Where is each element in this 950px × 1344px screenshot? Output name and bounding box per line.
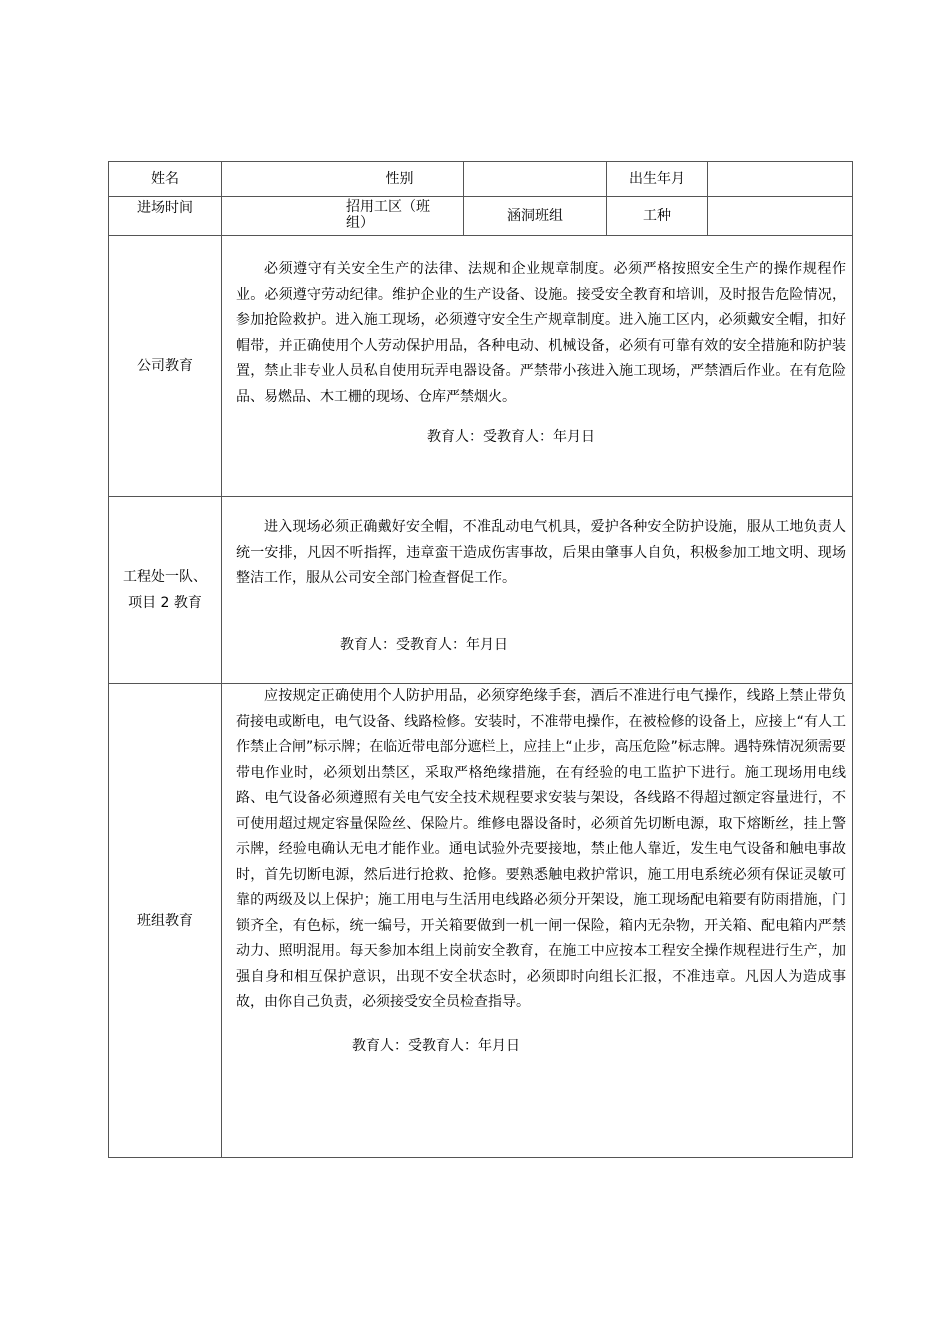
section-content-project [222,497,853,684]
section-signature-project: 教育人：受教育人：年月日 [340,636,508,653]
section-label-project-line1: 工程处一队、 [123,569,207,585]
section-signature-team: 教育人：受教育人：年月日 [352,1037,520,1054]
section-project [109,497,853,684]
work-type-value-cell [708,197,853,236]
birth-label: 出生年月 [607,162,708,197]
header-row-2 [109,197,853,236]
section-label-project-line2: 项目 2 教育 [128,595,202,611]
section-label-project [109,497,222,684]
education-record-table [108,161,853,1158]
section-content-team [222,684,853,1158]
birth-value-cell [708,162,853,197]
recruit-area-value: 涵洞班组 [464,197,607,236]
section-team [109,684,853,1158]
section-content-company [222,236,853,497]
section-label-company: 公司教育 [109,236,222,497]
recruit-area-label-cell [222,197,464,236]
section-text-company: 必须遵守有关安全生产的法律、法规和企业规章制度。必须严格按照安全生产的操作规程作业。必须遵守劳动纪律。维护企业的生产设备、设施。接受安全教育和培训，及时报告危险情况，参加抢险救护。进入施工现场，必须遵守安全生产规章制度。进入施工区内，必须戴安全帽，扣好帽带，并正确使用个人劳动保护用品，各种电动、机械设备，必须有可靠有效的安全措施和防护装置，禁止非专业人员私自使用玩弄电器设备。严禁带小孩进入施工现场，严禁酒后作业。在有危险品、易燃品、木工栅的现场、仓库严禁烟火。 [236,261,846,405]
section-company [109,236,853,497]
header-row-1 [109,162,853,197]
gender-value-cell [464,162,607,197]
section-label-team: 班组教育 [109,684,222,1158]
recruit-area-label: 招用工区（班组） [346,199,430,231]
section-text-project: 进入现场必须正确戴好安全帽，不准乱动电气机具，爱护各种安全防护设施，服从工地负责人统一安排，凡因不听指挥，违章蛮干造成伤害事故，后果由肇事人自负，积极参加工地文明、现场整洁工作，服从公司安全部门检查督促工作。 [236,519,846,586]
work-type-label: 工种 [607,197,708,236]
section-signature-company: 教育人：受教育人：年月日 [427,429,595,445]
name-label: 姓名 [109,162,222,197]
section-text-team: 应按规定正确使用个人防护用品，必须穿绝缘手套，酒后不准进行电气操作，线路上禁止带负荷接电或断电，电气设备、线路检修。安装时，不准带电操作，在被检修的设备上，应接上“有人工作禁止合闸”标示牌；在临近带电部分遮栏上，应挂上“止步，高压危险”标志牌。遇特殊情况须需要带电作业时，必须划出禁区，采取严格绝缘措施，在有经验的电工监护下进行。施工现场用电线路、电气设备必须遵照有关电气安全技术规程要求安装与架设，各线路不得超过额定容量进行，不可使用超过规定容量保险丝、保险片。维修电器设备时，必须首先切断电源，取下熔断丝，挂上警示牌，经验电确认无电才能作业。通电试验外壳要接地，禁止他人靠近，发生电气设备和触电事故时，首先切断电源，然后进行抢救、抢修。要熟悉触电救护常识，施工用电系统必须有保证灵敏可靠的两级及以上保护；施工用电与生活用电线路必须分开架设，施工现场配电箱要有防雨措施，门锁齐全，有色标，统一编号，开关箱要做到一机一闸一保险，箱内无杂物，开关箱、配电箱内严禁动力、照明混用。每天参加本组上岗前安全教育，在施工中应按本工程安全操作规程进行生产，加强自身和相互保护意识，出现不安全状态时，必须即时向组长汇报，不准违章。凡因人为造成事故，由你自己负责，必须接受安全员检查指导。 [236,688,846,1010]
entry-time-label: 进场时间 [109,197,222,236]
gender-label: 性别 [222,162,464,197]
